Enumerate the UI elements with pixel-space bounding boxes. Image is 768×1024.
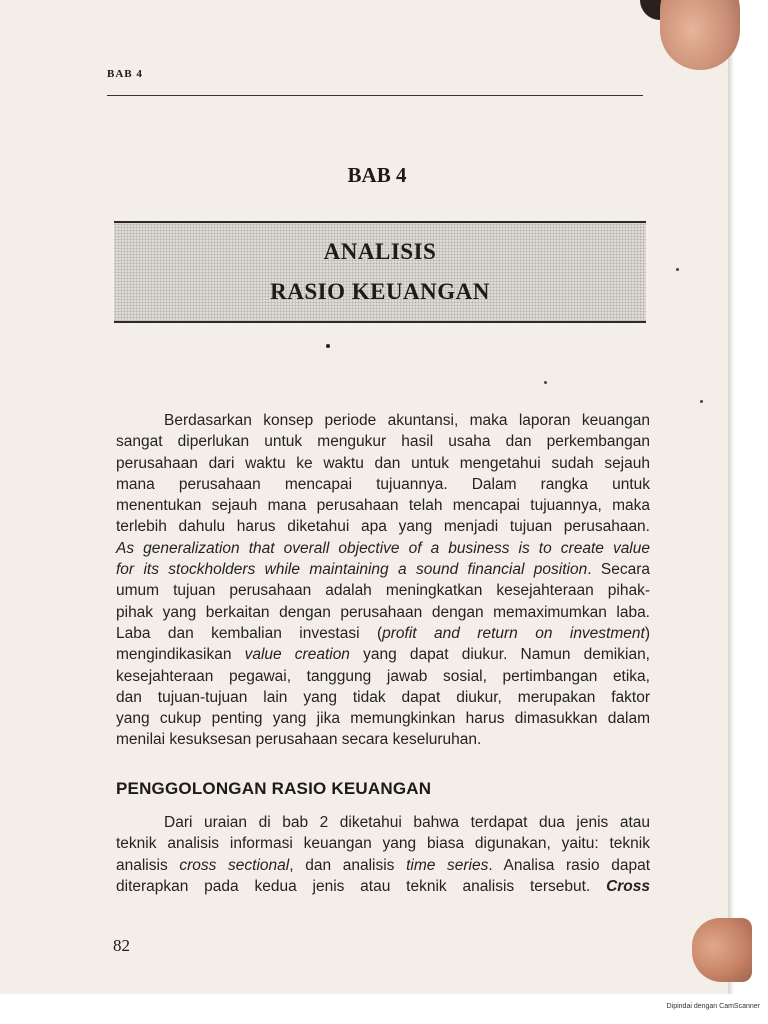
text-run: diterapkan pada kedua jenis atau teknik analisis tersebut. [116,877,607,895]
paragraph-line: Berdasarkan konsep periode akuntansi, maka laporan keuangan [164,412,650,429]
paragraph-line: Dari uraian di bab 2 diketahui bahwa terdapat dua jenis atau [164,814,650,831]
paragraph-1 [116,410,650,751]
text-run: . Secara [587,561,650,579]
finger-artifact [692,918,752,982]
paragraph-line: sangat diperlukan untuk mengukur hasil usaha dan perkembangan [116,433,650,451]
paragraph-line [116,559,650,580]
section-heading: PENGGOLONGAN RASIO KEUANGAN [116,779,432,798]
scan-speck [544,381,547,384]
paragraph-line: kesejahteraan pegawai, tanggung jawab sosial, pertimbangan etika, [116,667,650,685]
scanner-watermark: Dipindai dengan CamScanner [666,1003,760,1010]
italic-text: As generalization that overall objective of a business is to create value [116,539,650,557]
paragraph-line [116,876,650,897]
bullet-dot [326,344,330,348]
page-number: 82 [113,936,130,955]
paragraph-line: mana perusahaan mencapai tujuannya. Dalam rangka untuk [116,475,650,493]
paragraph-line [116,623,650,644]
scan-speck [676,268,679,271]
text-run: ) [644,624,650,642]
paragraph-line: menentukan sejauh mana perusahaan telah mencapai tujuannya, maka [116,497,650,515]
paragraph-line: teknik analisis informasi keuangan yang biasa digunakan, yaitu: teknik [116,835,650,853]
paragraph-line [116,855,650,876]
italic-text: value creation [244,646,350,664]
paragraph-line [116,644,650,665]
title-box [114,221,646,323]
paragraph-line: yang cukup penting yang jika memungkinkan harus dimasukkan dalam [116,710,650,728]
text-run: analisis [116,856,180,874]
italic-text: profit and return on investment [382,624,645,642]
paragraph-line: terlebih dahulu harus diketahui apa yang menjadi tujuan perusahaan. [116,518,650,536]
page-edge-shadow [728,0,734,994]
paragraph-2 [116,812,650,897]
text-run: . Analisa rasio dapat [488,856,651,874]
header-rule [107,95,643,96]
paragraph-line: dan tujuan-tujuan lain yang tidak dapat diukur, merupakan faktor [116,688,650,706]
paragraph-line: perusahaan dari waktu ke waktu dan untuk mengetahui sudah sejauh [116,454,650,472]
chapter-label: BAB 4 [347,163,407,187]
text-run: , dan analisis [289,856,407,874]
italic-text: for its stockholders while maintaining a sound financial position [116,561,588,579]
chapter-title-line-1: ANALISIS [323,239,437,264]
italic-text: time series [406,856,489,874]
paragraph-line: umum tujuan perusahaan adalah meningkatkan kesejahteraan pihak- [116,582,650,600]
chapter-title-line-2: RASIO KEUANGAN [270,279,490,304]
italic-text: cross sectional [179,856,290,874]
paragraph-line: menilai kesuksesan perusahaan secara keseluruhan. [116,731,482,749]
bold-italic-text: Cross [606,877,650,895]
paragraph-line [116,538,650,559]
scan-speck [700,400,703,403]
text-run: Laba dan kembalian investasi ( [116,624,383,642]
text-run: mengindikasikan [116,646,245,664]
paragraph-line: pihak yang berkaitan dengan perusahaan dengan memaximumkan laba. [116,603,650,621]
text-run: yang dapat diukur. Namun demikian, [349,646,650,664]
running-head: BAB 4 [107,68,143,80]
